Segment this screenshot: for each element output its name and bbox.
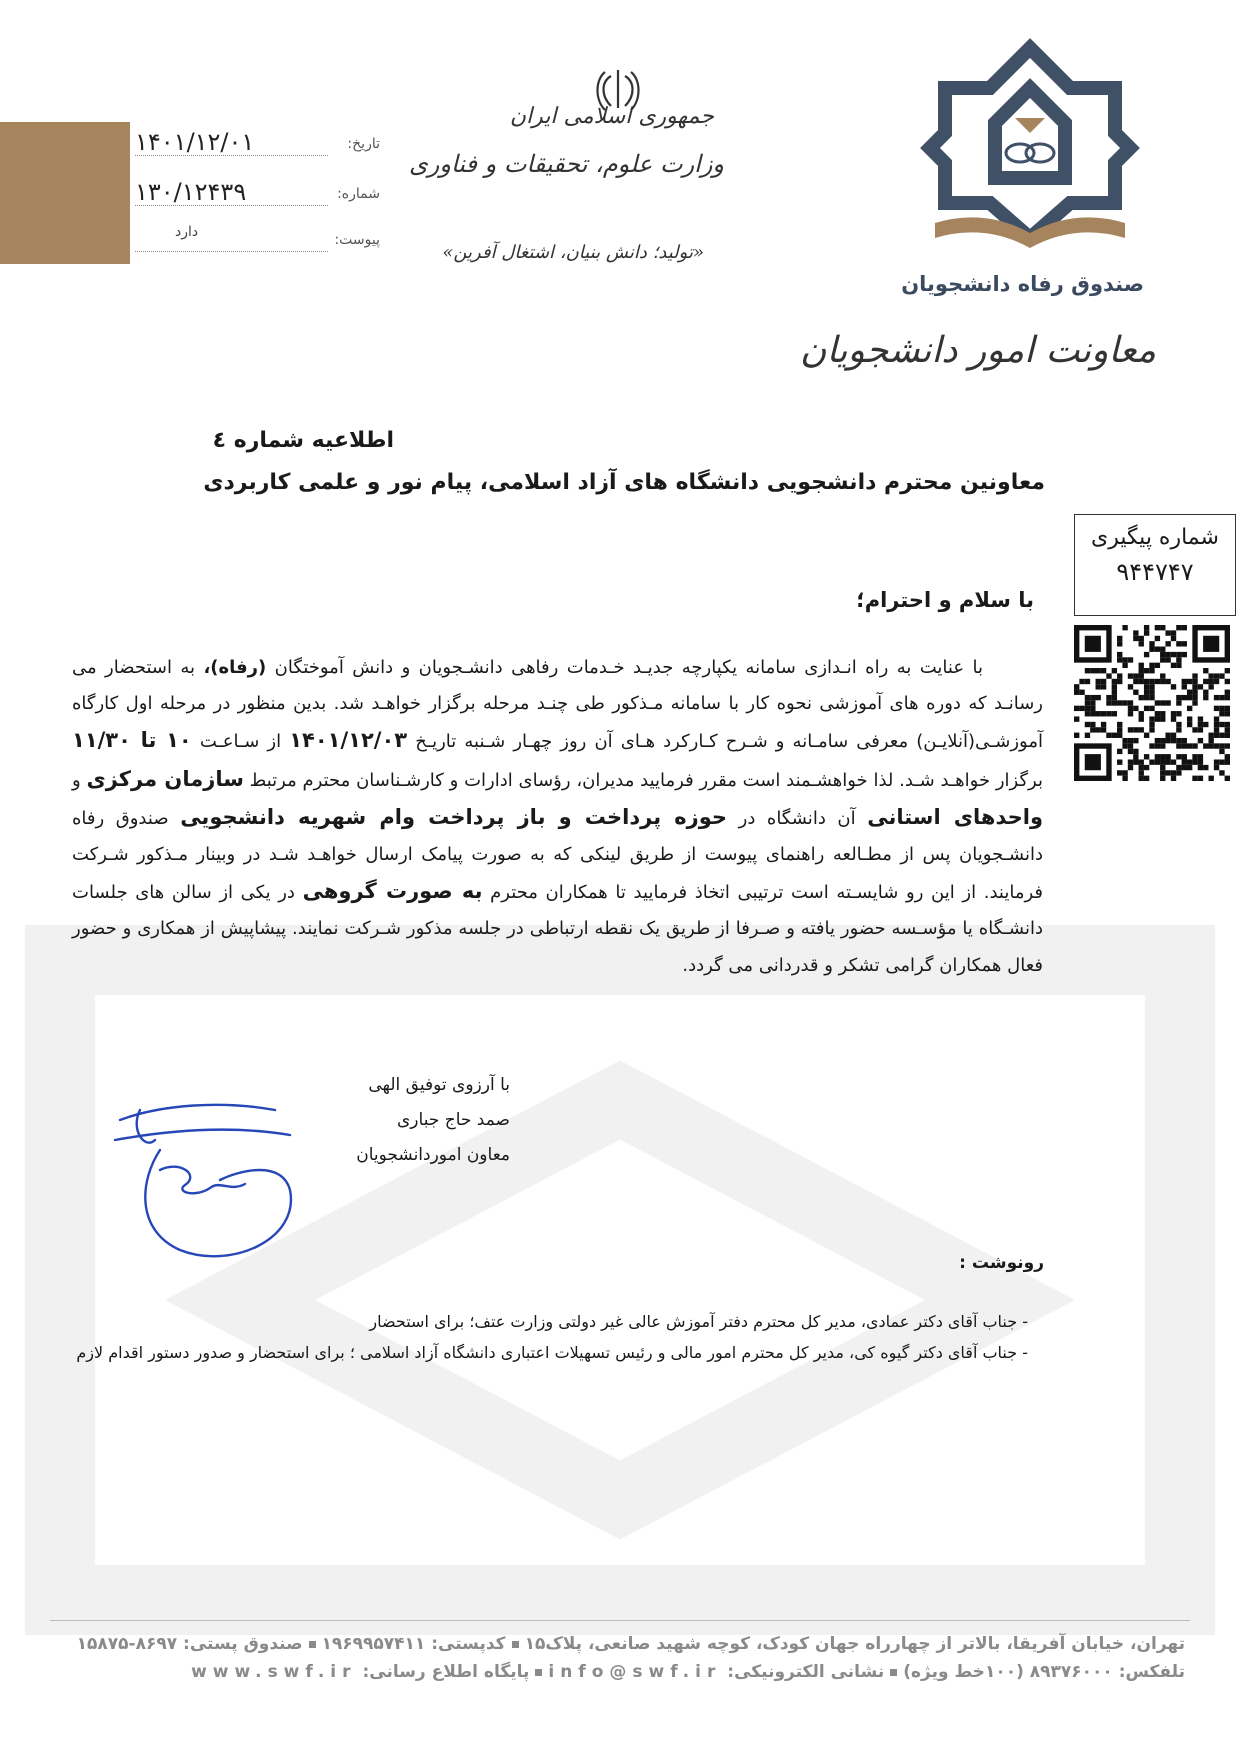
body-bold-text: حوزه پرداخت و باز پرداخت وام شهریه دانشجویی (180, 804, 728, 829)
event-time: ۱۰ تا ۱۱/۳۰ (72, 728, 192, 753)
footer-email-link[interactable]: info@swf.ir (548, 1662, 722, 1682)
stamp-area (0, 122, 130, 264)
signer-position: معاون امورد‌انشجویان (356, 1145, 510, 1165)
attachment-label: پیوست: (334, 232, 380, 248)
footer-po-box: صندوق پستی: ۸۶۹۷-۱۵۸۷۵ (76, 1634, 303, 1654)
date-value: ۱۴۰۱/۱۲/۰۱ (135, 128, 255, 156)
body-bold-text: (رفاه)، (203, 657, 267, 678)
date-label: تاریخ: (347, 136, 380, 152)
ministry-line1: جمهوری اسلامی ایران (509, 104, 714, 129)
greeting: با سلام و احترام؛ (856, 588, 1034, 612)
event-date: ۱۴۰۱/۱۲/۰۳ (289, 728, 408, 753)
ministry-line2: وزارت علوم، تحقیقات و فناوری (409, 150, 724, 178)
closing-text: با آرزوی توفیق الهی (368, 1075, 510, 1095)
qr-code-icon (1074, 625, 1230, 781)
body-text: با عنایت به راه انـدازی سامانه یکپارچه جدیـد خـدمات رفاهی دانشـجویان و دانش آموختگان (274, 657, 983, 678)
date-row (135, 128, 380, 168)
fund-name: صندوق رفاه دانشجویان (901, 272, 1144, 296)
cc-item: - جناب آقای دکتر عمادی، مدیر کل محترم دفتر آموزش عالی غیر دولتی وزارت عتف؛ برای استحضار (369, 1312, 1028, 1331)
deputy-name: معاونت امور دانشجویان (800, 330, 1156, 371)
footer-postal-code: کدپستی: ۱۹۶۹۹۵۷۴۱۱ (321, 1634, 506, 1654)
footer-divider (50, 1620, 1190, 1621)
attachment-value: دارد (175, 224, 199, 240)
cc-list (72, 1306, 1028, 1368)
number-value: ۱۳۰/۱۲۴۳۹ (135, 178, 247, 206)
body-bold-text: واحدهای استانی (867, 804, 1044, 829)
tracking-box (1074, 514, 1236, 616)
cc-title: رونوشت : (959, 1253, 1044, 1273)
footer (55, 1630, 1185, 1686)
footer-phone: تلفکس: ۸۹۳۷۶۰۰۰ (۱۰۰خط ویژه) (903, 1662, 1185, 1682)
body-text: از سـاعـت (199, 731, 282, 753)
signer-name: صمد حاج جباری (397, 1110, 510, 1130)
footer-line1 (55, 1630, 1185, 1658)
slogan: «تولید؛ دانش بنیان، اشتغال آفرین» (442, 242, 704, 263)
cc-item: - جناب آقای دکتر گیوه کی، مدیر کل محترم امور مالی و رئیس تسهیلات اعتباری دانشگاه آزاد اسلامی ؛ برای استحضار و صدور دستور اقدام لازم (76, 1343, 1028, 1362)
footer-web-label: پایگاه اطلاع رسانی: (362, 1662, 530, 1682)
body-text: در یکی از سالن های جلسات دانشـگاه یا مؤسـسه حضور یافته و صـرفا از طریق یک نقطه ارتباطی در جلسه مذکور شـرکت نمایند. پیشاپیش از همکاری و حضور فعال همکاران گرامی تشکر و قدردانی می گردد. (72, 882, 1043, 976)
swf-logo-icon (915, 38, 1145, 268)
number-label: شماره: (337, 186, 380, 202)
footer-address: تهران، خیابان آفریقا، بالاتر از چهارراه جهان کودک، کوچه شهید صانعی، پلاک۱۵ (524, 1634, 1185, 1654)
body-text: صندوق رفاه دانشـجویان پس از مطـالعه راهنمای پیوست از طریق لینکی که به صورت پیامک ارسال خواهـد شـد در وبینار مـذکور شـرکت فرمایند. از این رو شایسـته است ترتیبی اتخاذ فرمایید تا همکاران محترم (72, 807, 1044, 904)
body-paragraph (72, 650, 1043, 984)
handwritten-signature (100, 1080, 340, 1280)
body-bold-text: به صورت گروهی (302, 879, 483, 904)
tracking-label: شماره پیگیری (1091, 525, 1219, 550)
number-row (135, 178, 380, 218)
footer-line2 (55, 1658, 1185, 1686)
body-text: آن دانشگاه در (738, 807, 856, 829)
attachment-row (135, 224, 380, 264)
notice-title: اطلاعیه شماره ٤ (212, 428, 394, 453)
body-text: به استحضار می رسانـد که دوره های آموزشی نحوه کار با سامانه مـذکور طی چنـد مرحله برگزار خواهـد شد. بدین منظور در مرحله اول کارگاه آموزشـی(آنلایـن) معرفی سامـانه و شـرح کـارکرد هـای آن روز چهـار شـنبه تاریـخ (72, 657, 1043, 753)
addressee: معاونین محترم دانشجویی دانشگاه های آزاد اسلامی، پیام نور و علمی کاربردی (203, 470, 1045, 495)
body-bold-text: سازمان مرکزی (86, 766, 244, 791)
body-text: و (72, 769, 81, 791)
footer-web-link[interactable]: www.swf.ir (191, 1662, 357, 1682)
tracking-number: ۹۴۴۷۴۷ (1116, 558, 1194, 586)
watermark-logo (0, 900, 1239, 1660)
footer-email-label: نشانی الکترونیکی: (727, 1662, 885, 1682)
body-text: برگزار خواهـد شـد. لذا خواهشـمند است مقرر فرمایید مدیران، رؤسای ادارات و کارشـناسان محترم مرتبط (249, 769, 1043, 791)
